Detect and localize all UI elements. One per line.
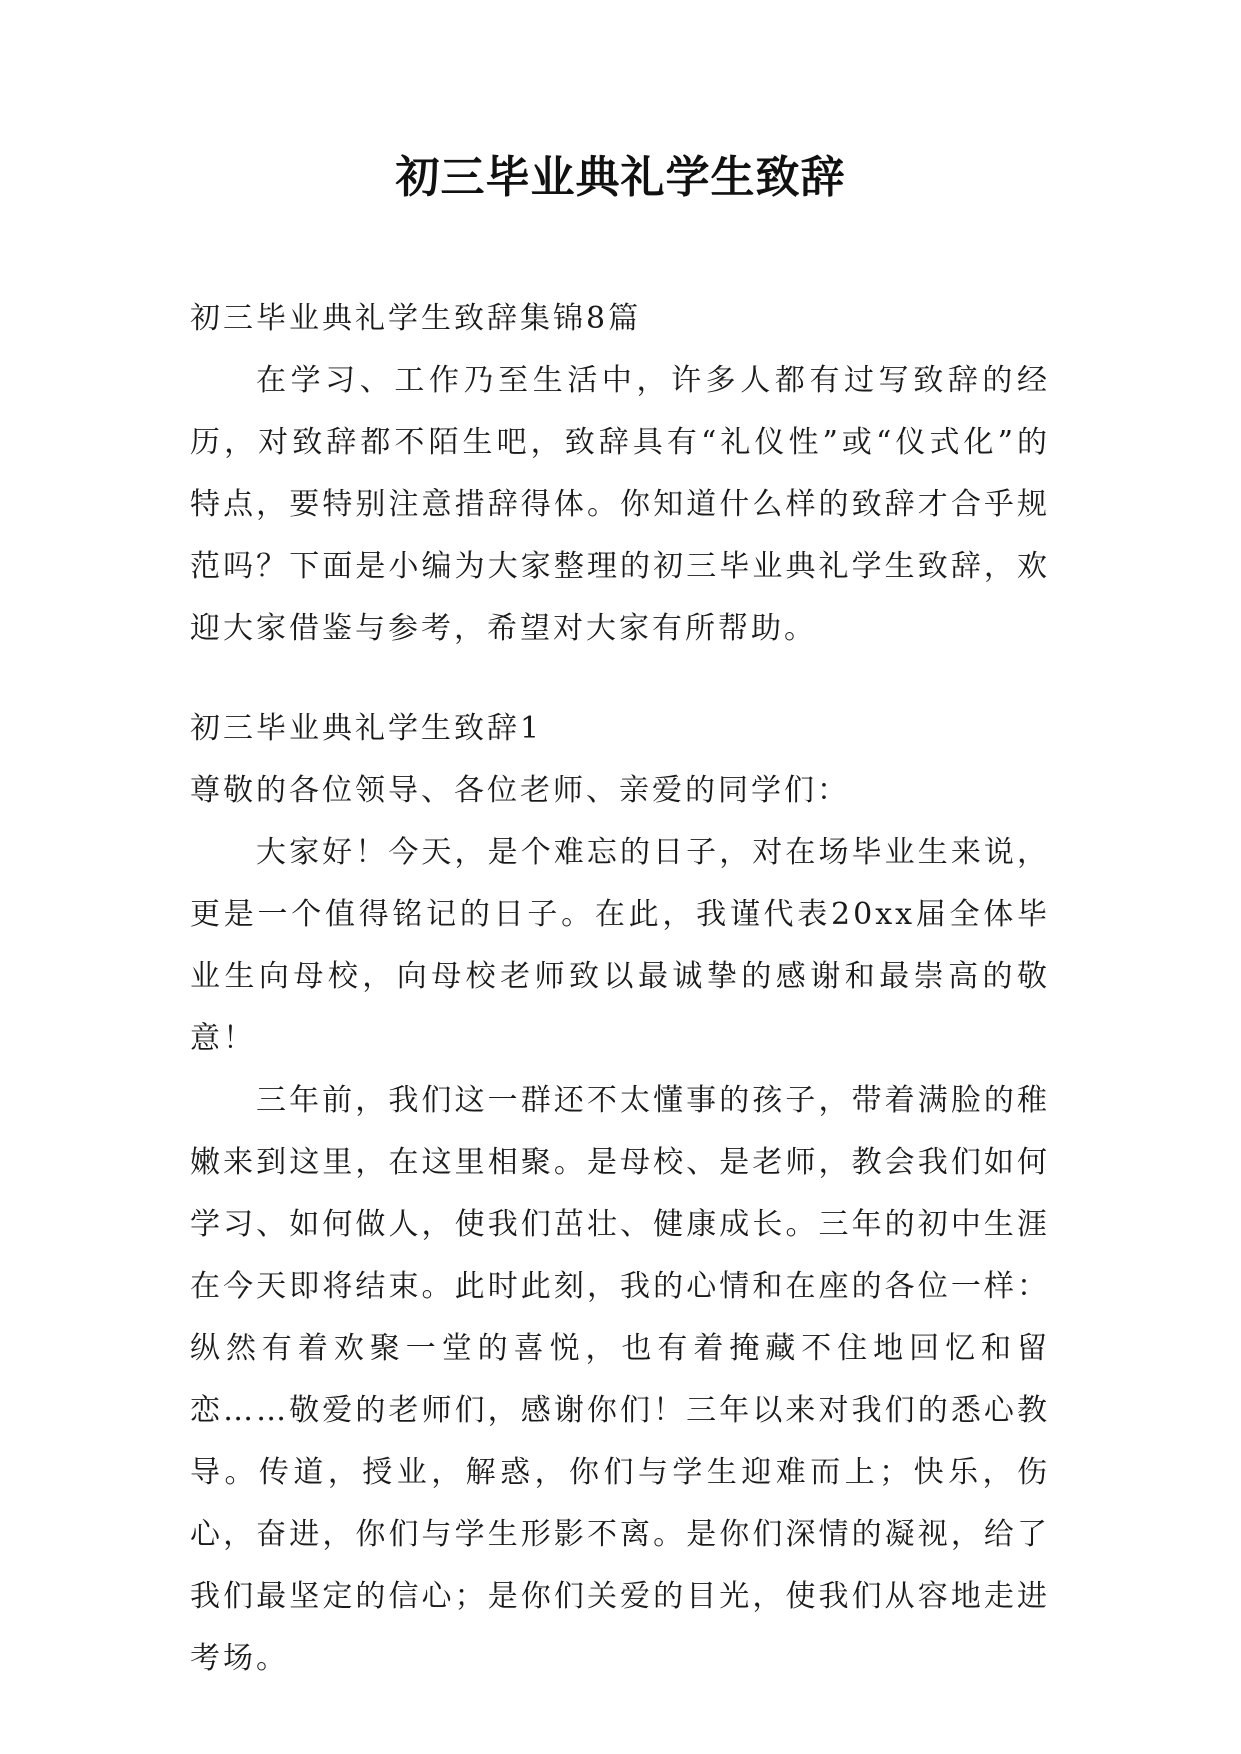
speech-paragraph: 大家好！今天，是个难忘的日子，对在场毕业生来说，更是一个值得铭记的日子。在此，我谨代表20xx届全体毕业生向母校，向母校老师致以最诚挚的感谢和最崇高的敬意！	[190, 835, 1050, 1056]
intro-paragraph: 在学习、工作乃至生活中，许多人都有过写致辞的经历，对致辞都不陌生吧，致辞具有“礼仪性”或“仪式化”的特点，要特别注意措辞得体。你知道什么样的致辞才合乎规范吗？下面是小编为大家整理的初三毕业典礼学生致辞，欢迎大家借鉴与参考，希望对大家有所帮助。	[190, 363, 1050, 646]
section-heading: 初三毕业典礼学生致辞1	[190, 711, 543, 746]
document-subtitle: 初三毕业典礼学生致辞集锦8篇	[190, 301, 642, 336]
speech-paragraph: 三年前，我们这一群还不太懂事的孩子，带着满脸的稚嫩来到这里，在这里相聚。是母校、是老师，教会我们如何学习、如何做人，使我们茁壮、健康成长。三年的初中生涯在今天即将结束。此时此刻，我的心情和在座的各位一样：纵然有着欢聚一堂的喜悦，也有着掩藏不住地回忆和留恋……敬爱的老师们，感谢你们！三年以来对我们的悉心教导。传道，授业，解惑，你们与学生迎难而上；快乐，伤心，奋进，你们与学生形影不离。是你们深情的凝视，给了我们最坚定的信心；是你们关爱的目光，使我们从容地走进考场。	[190, 1083, 1050, 1676]
salutation: 尊敬的各位领导、各位老师、亲爱的同学们：	[190, 773, 850, 808]
document-title: 初三毕业典礼学生致辞	[395, 152, 846, 203]
document-body	[190, 288, 1050, 1690]
section-spacer	[190, 660, 1050, 698]
